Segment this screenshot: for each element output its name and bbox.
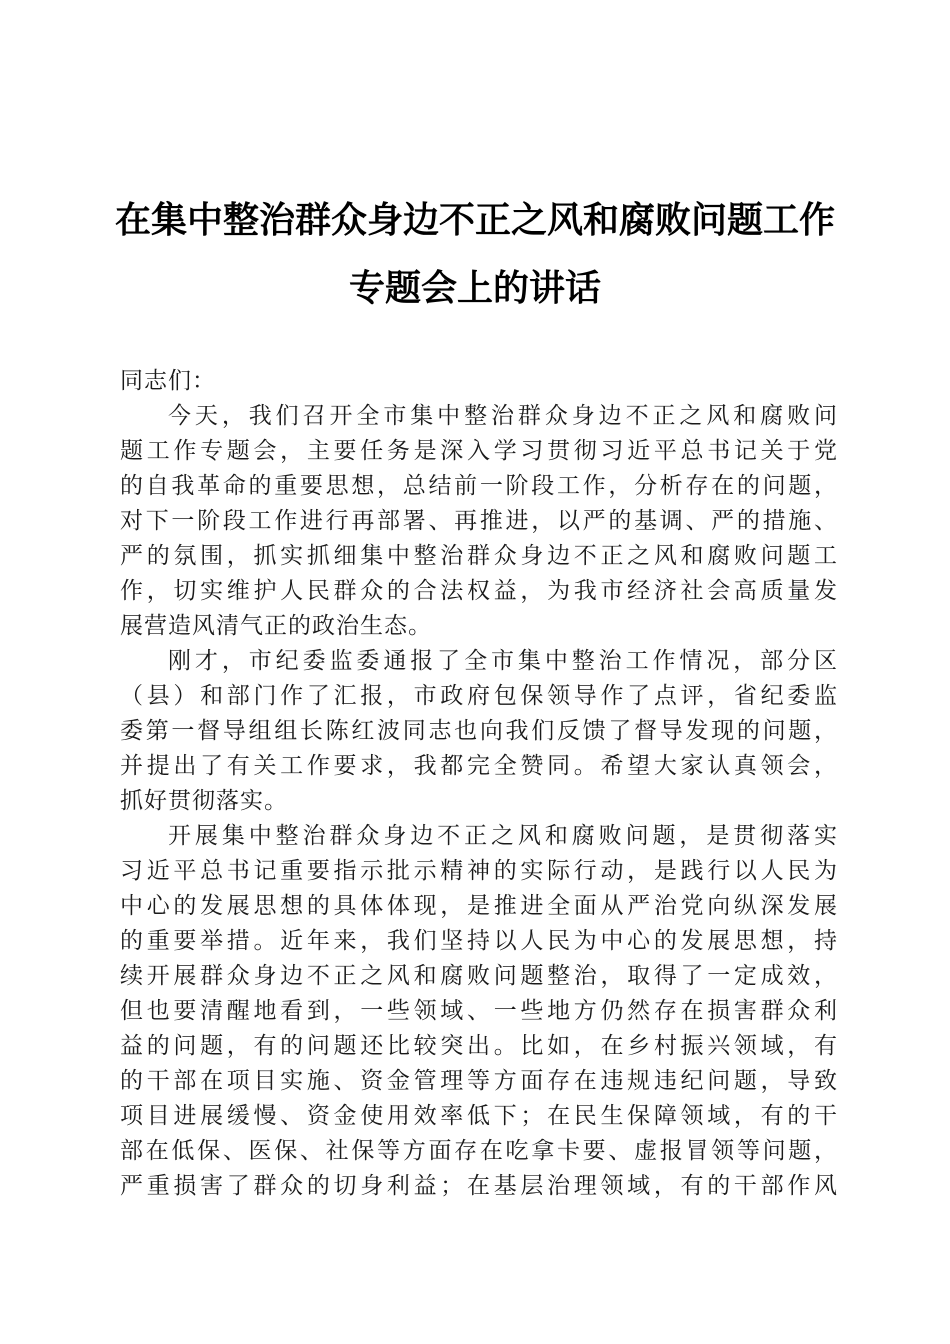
- paragraph-3-line-10: 部在低保、医保、社保等方面存在吃拿卡要、虚报冒领等问题，: [120, 1138, 838, 1164]
- document-body: [120, 364, 838, 1204]
- paragraph-1-line-7: 展营造风清气正的政治生态。: [120, 613, 432, 639]
- paragraph-1-line-5: 严的氛围，抓实抓细集中整治群众身边不正之风和腐败问题工: [120, 543, 838, 569]
- document-title-line-1: 在集中整治群众身边不正之风和腐败问题工作: [114, 199, 835, 241]
- paragraph-2-line-1: 刚才，市纪委监委通报了全市集中整治工作情况，部分区: [168, 648, 838, 674]
- paragraph-3-line-2: 习近平总书记重要指示批示精神的实际行动，是践行以人民为: [120, 858, 838, 884]
- paragraph-1-line-4: 对下一阶段工作进行再部署、再推进，以严的基调、严的措施、: [120, 508, 838, 534]
- paragraph-3-line-4: 的重要举措。近年来，我们坚持以人民为中心的发展思想，持: [120, 928, 838, 954]
- paragraph-1-line-6: 作，切实维护人民群众的合法权益，为我市经济社会高质量发: [120, 578, 838, 604]
- paragraph-3-line-8: 的干部在项目实施、资金管理等方面存在违规违纪问题，导致: [120, 1068, 838, 1094]
- paragraph-3-line-11: 严重损害了群众的切身利益；在基层治理领域，有的干部作风: [120, 1173, 838, 1199]
- paragraph-3-line-1: 开展集中整治群众身边不正之风和腐败问题，是贯彻落实: [168, 823, 838, 849]
- paragraph-1-line-1: 今天，我们召开全市集中整治群众身边不正之风和腐败问: [168, 403, 838, 429]
- paragraph-3-line-3: 中心的发展思想的具体体现，是推进全面从严治党向纵深发展: [120, 893, 838, 919]
- paragraph-2-line-2: （县）和部门作了汇报，市政府包保领导作了点评，省纪委监: [120, 683, 838, 709]
- document-title-line-2: 专题会上的讲话: [348, 267, 601, 309]
- paragraph-3-line-5: 续开展群众身边不正之风和腐败问题整治，取得了一定成效，: [120, 963, 838, 989]
- paragraph-3-line-9: 项目进展缓慢、资金使用效率低下；在民生保障领域，有的干: [120, 1103, 838, 1129]
- paragraph-1-line-2: 题工作专题会，主要任务是深入学习贯彻习近平总书记关于党: [120, 438, 838, 464]
- paragraph-3-line-7: 益的问题，有的问题还比较突出。比如，在乡村振兴领域，有: [120, 1033, 838, 1059]
- paragraph-2-line-5: 抓好贯彻落实。: [120, 788, 288, 814]
- paragraph-1-line-3: 的自我革命的重要思想，总结前一阶段工作，分析存在的问题，: [120, 473, 838, 499]
- paragraph-2-line-4: 并提出了有关工作要求，我都完全赞同。希望大家认真领会，: [120, 753, 838, 779]
- paragraph-3-line-6: 但也要清醒地看到，一些领域、一些地方仍然存在损害群众利: [120, 998, 838, 1024]
- paragraph-2-line-3: 委第一督导组组长陈红波同志也向我们反馈了督导发现的问题，: [120, 718, 838, 744]
- salutation: 同志们：: [120, 368, 216, 394]
